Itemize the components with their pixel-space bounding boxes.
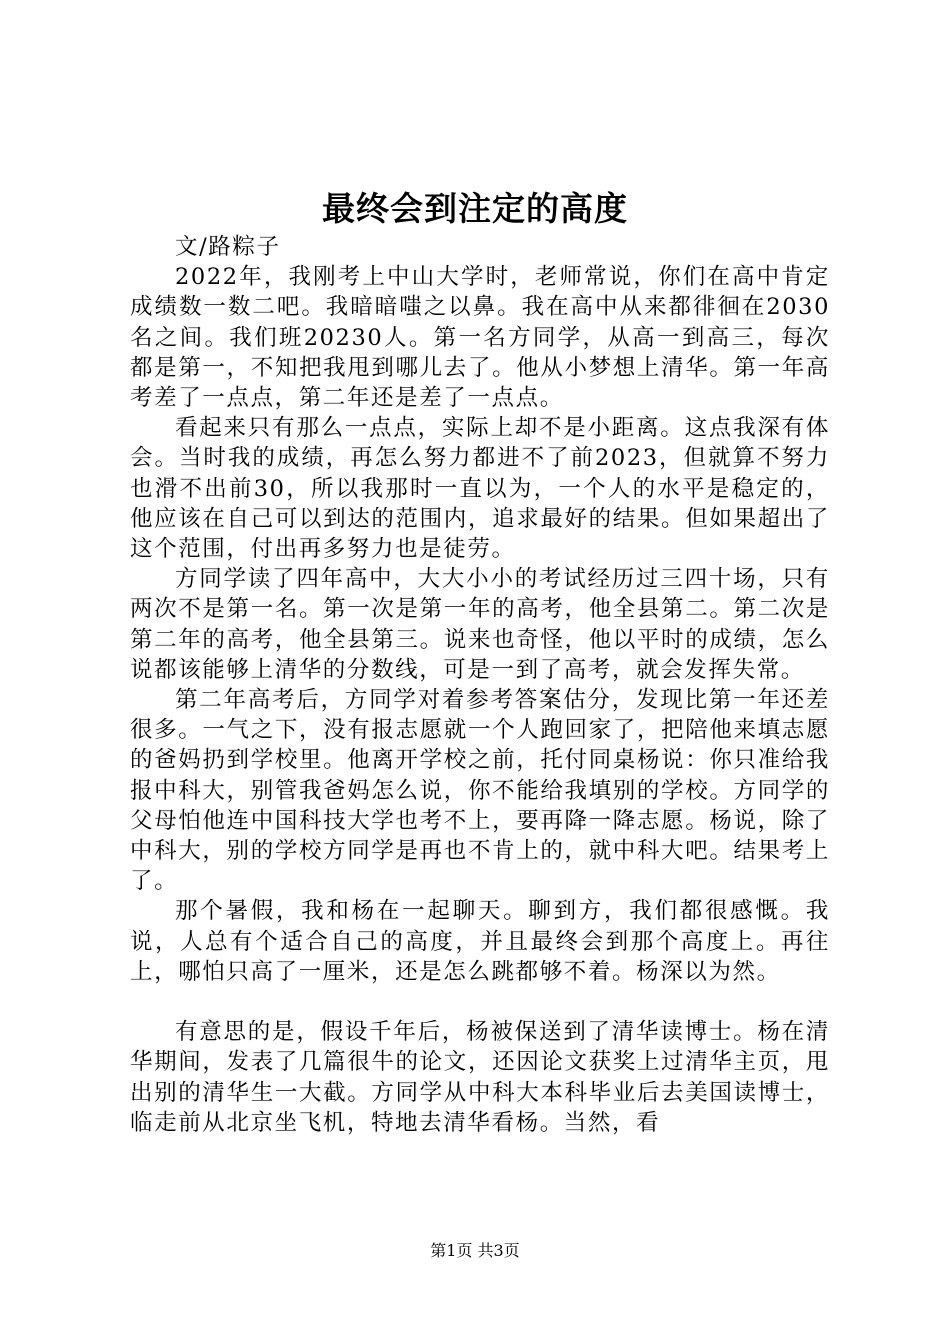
paragraph: 2022年，我刚考上中山大学时，老师常说，你们在高中肯定成绩数一数二吧。我暗暗嗤之以鼻。我在高中从来都徘徊在2030名之间。我们班20230人。第一名方同学，从高一到高三，每次都是第一，不知把我甩到哪儿去了。他从小梦想上清华。第一年高考差了一点点，第二年还是差了一点点。: [130, 264, 830, 412]
paragraph-spacer: [130, 987, 830, 1017]
page-title: 最终会到注定的高度: [322, 189, 628, 228]
paragraph: 看起来只有那么一点点，实际上却不是小距离。这点我深有体会。当时我的成绩，再怎么努力都进不了前2023，但就算不努力也滑不出前30，所以我那时一直以为，一个人的水平是稳定的，他应该在自己可以到达的范围内，追求最好的结果。但如果超出了这个范围，付出再多努力也是徒劳。: [130, 415, 830, 563]
author-byline: 文/路粽子: [175, 234, 281, 260]
paragraph: 那个暑假，我和杨在一起聊天。聊到方，我们都很感慨。我说，人总有个适合自己的高度，并且最终会到那个高度上。再往上，哪怕只高了一厘米，还是怎么跳都够不着。杨深以为然。: [130, 898, 830, 985]
page-footer: 第1页 共3页: [430, 1241, 520, 1260]
paragraph: 方同学读了四年高中，大大小小的考试经历过三四十场，只有两次不是第一名。第一次是第一年的高考，他全县第二。第二次是第二年的高考，他全县第三。说来也奇怪，他以平时的成绩，怎么说都该能够上清华的分数线，可是一到了高考，就会发挥失常。: [130, 566, 830, 683]
paragraph: 有意思的是，假设千年后，杨被保送到了清华读博士。杨在清华期间，发表了几篇很牛的论文，还因论文获奖上过清华主页，甩出别的清华生一大截。方同学从中科大本科毕业后去美国读博士，临走前从北京坐飞机，特地去清华看杨。当然，看: [130, 1019, 830, 1136]
article-body: [130, 232, 830, 1138]
paragraph: 第二年高考后，方同学对着参考答案估分，发现比第一年还差很多。一气之下，没有报志愿就一个人跑回家了，把陪他来填志愿的爸妈扔到学校里。他离开学校之前，托付同桌杨说：你只准给我报中科大，别管我爸妈怎么说，你不能给我填别的学校。方同学的父母怕他连中国科技大学也考不上，要再降一降志愿。杨说，除了中科大，别的学校方同学是再也不肯上的，就中科大吧。结果考上了。: [130, 687, 830, 895]
